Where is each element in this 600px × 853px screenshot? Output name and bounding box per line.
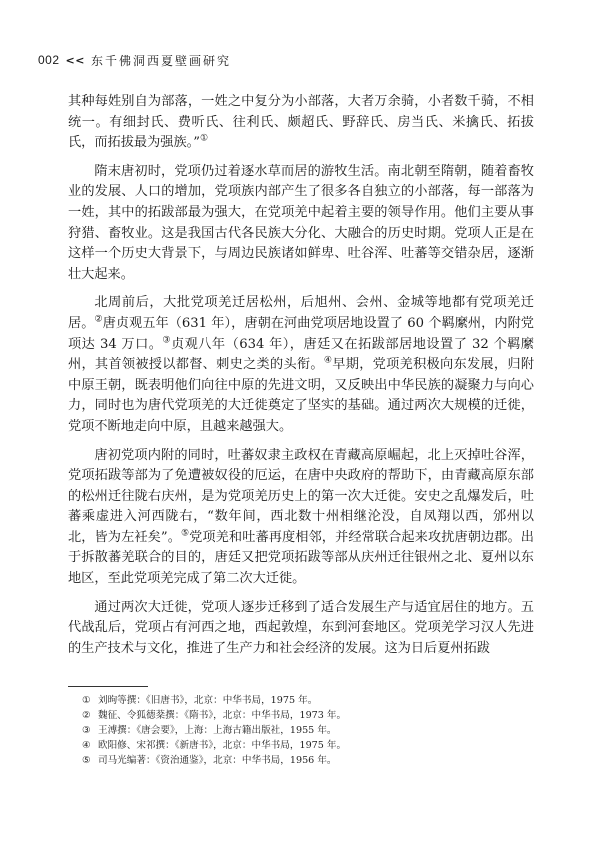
paragraph xyxy=(68,446,534,590)
footnote xyxy=(82,708,522,723)
footnote-text: 欧阳修、宋祁撰：《新唐书》，北京：中华书局，1975 年。 xyxy=(98,740,347,751)
footnote xyxy=(82,753,522,768)
footnote-marker: ③ xyxy=(82,725,91,736)
footnote-reference[interactable]: ③ xyxy=(162,335,171,346)
paragraph xyxy=(68,162,534,286)
footnote-text: 王溥撰：《唐会要》，上海：上海古籍出版社，1955 年。 xyxy=(98,725,337,736)
paragraph xyxy=(68,293,534,437)
paragraph-text: 其种每姓别自为部落，一姓之中复分为小部落，大者万余骑，小者数千骑，不相统一。有细封氏、费听氏、往利氏、颇超氏、野辞氏、房当氏、米擒氏、拓拔氏，而拓拔最为强族。” xyxy=(68,94,534,151)
footnote-reference[interactable]: ② xyxy=(94,314,103,325)
paragraph-text: 通过两次大迁徙，党项人逐步迁移到了适合发展生产与适宜居住的地方。五代战乱后，党项占有河西之地，西起敦煌，东到河套地区。党项羌学习汉人先进的生产技术与文化，推进了生产力和社会经济的发展。这为日后夏州拓跋 xyxy=(68,599,534,656)
paragraph-text: 唐贞观五年（631 年），唐朝在河曲党项居地设置了 60 个羁縻州，内附党项达 34 万口。 xyxy=(68,315,534,352)
footnote-reference[interactable]: ① xyxy=(200,133,209,144)
double-chevron-left-icon: << xyxy=(65,53,85,67)
page-number: 002 xyxy=(38,53,60,67)
running-header xyxy=(38,50,231,70)
paragraph-text: 唐初党项内附的同时，吐蕃奴隶主政权在青藏高原崛起，北上灭掉吐谷浑，党项拓跋等部为了免遭被奴役的厄运，在唐中央政府的帮助下，由青藏高原东部的松州迁往陇右庆州，是为党项羌历史上的第一次大迁徙。安史之乱爆发后，吐蕃乘虚进入河西陇右，“数年间，西北数十州相继沦没，自凤翔以西，邠州以北，皆为左衽矣”。 xyxy=(68,447,534,545)
paragraph-text: 隋末唐初时，党项仍过着逐水草而居的游牧生活。南北朝至隋朝，随着畜牧业的发展、人口的增加，党项族内部产生了很多各自独立的小部落，每一部落为一姓，其中的拓跋部最为强大，在党项羌中起着主要的领导作用。他们主要从事狩猎、畜牧业。这是我国古代各民族大分化、大融合的历史时期。党项人正是在这样一个历史大背景下，与周边民族诸如鲜卑、吐谷浑、吐蕃等交错杂居，逐渐壮大起来。 xyxy=(68,163,534,282)
footnotes xyxy=(82,693,522,768)
footnote-marker: ⑤ xyxy=(82,755,91,766)
body-text xyxy=(68,92,534,667)
footnote xyxy=(82,693,522,708)
footnote-reference[interactable]: ④ xyxy=(323,355,333,366)
paragraph xyxy=(68,598,534,660)
paragraph xyxy=(68,92,534,154)
paragraph-text: 贞观八年（634 年），唐廷又在拓跋部居地设置了 32 个羁縻州，其首领被授以都督、刺史之类的头衔。 xyxy=(68,336,534,373)
running-title: 东千佛洞西夏壁画研究 xyxy=(90,53,231,68)
footnote-marker: ④ xyxy=(82,740,91,751)
footnote-reference[interactable]: ⑤ xyxy=(180,528,190,539)
footnote-text: 司马光编著：《资治通鉴》，北京：中华书局，1956 年。 xyxy=(98,755,337,766)
paragraph-text: 早期，党项羌积极向东发展，归附中原王朝，既表明他们向往中原的先进文明，又反映出中华民族的凝聚力与向心力，同时也为唐代党项羌的大迁徙奠定了坚实的基础。通过两次大规模的迁徙，党项不断地走向中原，且越来越强大。 xyxy=(68,357,535,434)
paragraph-text: 党项羌和吐蕃再度相邻，并经常联合起来攻扰唐朝边郡。出于拆散蕃羌联合的目的，唐廷又把党项拓跋等部从庆州迁往银州之北、夏州以东地区，至此党项羌完成了第二次大迁徙。 xyxy=(68,529,534,587)
footnote-divider xyxy=(68,686,148,687)
footnote-marker: ① xyxy=(82,695,91,706)
footnote xyxy=(82,723,522,738)
footnote-text: 魏征、令狐德棻撰：《隋书》，北京：中华书局，1973 年。 xyxy=(98,710,347,721)
paragraph-text: 北周前后，大批党项羌迁居松州，后旭州、会州、金城等地都有党项羌迁居。 xyxy=(68,295,534,331)
footnote-text: 刘昫等撰：《旧唐书》，北京：中华书局，1975 年。 xyxy=(98,695,318,706)
footnote-marker: ② xyxy=(82,710,91,721)
footnote xyxy=(82,738,522,753)
